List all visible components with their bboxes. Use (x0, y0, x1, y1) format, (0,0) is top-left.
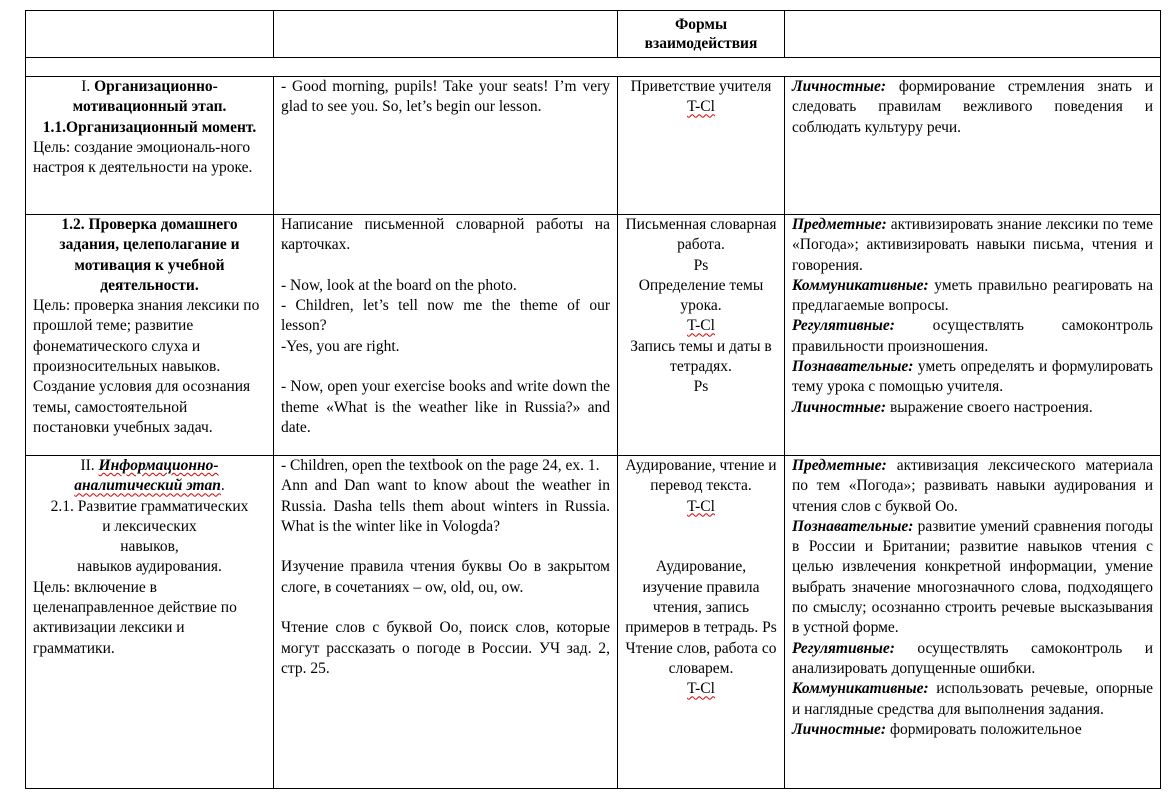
result-item (792, 357, 1153, 398)
result-label: Предметные: (792, 457, 887, 474)
result-text: осуществлять самоконтроль правильности произношения. (792, 317, 1153, 355)
result-text: активизация лексического материала по тем «Погода»; развивать навыки аудирования и чтения слов с буквой Oo. (792, 457, 1153, 515)
result-text: уметь определять и формулировать тему урока с помощью учителя. (792, 358, 1154, 396)
teacher-paragraph: Чтение слов с буквой Oo, поиск слов, которые могут рассказать о погоде в России. УЧ зад. 2, стр. 25. (281, 619, 610, 677)
goal-label: Цель: (33, 578, 71, 596)
form-text: Приветствие учителя (630, 78, 772, 95)
stage-cell (26, 215, 274, 456)
teacher-paragraph: - Children, let’s tell now me the theme of our lesson? (281, 297, 610, 335)
form-text: Аудирование, чтение и перевод текста. (625, 457, 777, 495)
teacher-paragraph: Написание письменной словарной работы на карточках. (281, 216, 610, 254)
result-label: Коммуникативные: (792, 276, 929, 294)
result-label: Личностные: (792, 78, 887, 95)
stage-subtitle-line: навыков аудирования. (77, 558, 222, 576)
interaction-forms-cell (618, 215, 785, 456)
form-text: Аудирование, изучение правила чтения, запись примеров в тетрадь. Ps (625, 558, 777, 637)
interaction-forms-cell (618, 456, 785, 789)
result-label: Познавательные: (792, 358, 914, 376)
form-code: T-Cl (687, 497, 715, 515)
stage-number: II. (80, 457, 95, 474)
stage-cell (26, 456, 274, 789)
result-item (792, 679, 1153, 720)
result-text: уметь правильно реагировать на предлагаемые вопросы. (792, 276, 1153, 315)
teacher-paragraph: - Now, open your exercise books and write down the theme «What is the weather like in Russia?» and date. (281, 378, 610, 436)
table-row (26, 77, 1161, 215)
teacher-activity-cell (274, 215, 618, 456)
spacer-row (26, 58, 1161, 77)
form-code: T-Cl (687, 317, 715, 335)
header-cell-stage (26, 11, 274, 58)
teacher-paragraph: - Now, look at the board on the photo. (281, 276, 517, 294)
form-text: Чтение слов, работа со словарем. (625, 639, 777, 677)
header-forms-line1: Формы (674, 16, 728, 33)
goal-text: включение в целенаправленное действие по активизации лексики и грамматики. (33, 578, 237, 657)
result-text: формировать положительное (889, 720, 1082, 738)
header-row (26, 11, 1161, 58)
teacher-activity-cell (274, 77, 618, 215)
interaction-forms-cell (618, 77, 785, 215)
form-text: Запись темы и даты в тетрадях. (630, 337, 772, 376)
spacer-cell (26, 58, 1161, 77)
stage-title: Организационно-мотивационный этап. (72, 78, 227, 116)
result-label: Коммуникативные: (792, 680, 929, 698)
result-item (792, 316, 1153, 357)
result-item (792, 720, 1153, 740)
table-row (26, 456, 1161, 789)
result-label: Личностные: (792, 720, 887, 738)
goal-text: создание эмоциональ-ного настроя к деятельности на уроке. (33, 138, 253, 177)
teacher-text: - Good morning, pupils! Take your seats! I’m very glad to see you. So, let’s begin our lesson. (281, 78, 610, 116)
stage-subtitle: 1.1.Организационный момент. (42, 118, 257, 136)
result-label: Познавательные: (792, 517, 914, 535)
result-label: Предметные: (792, 216, 887, 233)
form-code: Ps (693, 378, 709, 396)
goal-label: Цель: (33, 138, 71, 156)
goal-label: Цель: (33, 297, 71, 315)
goal-text: проверка знания лексики по прошлой теме; развитие фонематического слуха и произносительных навыков. Создание условия для осознания темы, самостоятельной постановки учебных задач. (33, 297, 260, 436)
result-text: выражение своего настроения. (889, 398, 1093, 416)
header-forms-line2: взаимодействия (644, 35, 758, 52)
header-cell-teacher (274, 11, 618, 58)
stage-number: I. (81, 78, 91, 95)
teacher-paragraph: Ann and Dan want to know about the weather in Russia. Dasha tells them about winters in Russia. What is the winter like in Vologda? (281, 477, 610, 535)
stage-title-dot: . (220, 477, 225, 495)
result-item (792, 517, 1153, 639)
form-text: Определение темы урока. (638, 276, 764, 315)
teacher-paragraph: Изучение правила чтения буквы Oo в закрытом слоге, в сочетаниях – ow, old, ou, ow. (281, 558, 610, 596)
stage-subtitle-line: навыков, (120, 538, 179, 556)
teacher-paragraph: -Yes, you are right. (281, 337, 400, 355)
result-item (792, 215, 1153, 276)
result-item (792, 77, 1153, 138)
result-text: осуществлять самоконтроль и анализировать допущенные ошибки. (792, 639, 1154, 677)
results-cell (785, 77, 1161, 215)
result-text: формирование стремления знать и следовать правилам вежливого поведения и соблюдать культуру речи. (792, 78, 1153, 136)
results-cell (785, 215, 1161, 456)
teacher-paragraph: - Children, open the textbook on the page 24, ex. 1. (281, 457, 600, 474)
result-label: Регулятивные: (792, 317, 895, 335)
form-code: T-Cl (687, 680, 715, 698)
stage-subtitle-line: и лексических (102, 517, 197, 535)
table-row (26, 215, 1161, 456)
results-cell (785, 456, 1161, 789)
stage-title: 1.2. Проверка домашнего задания, целеполагание и мотивация к учебной деятельности. (59, 216, 240, 294)
result-label: Личностные: (792, 398, 887, 416)
stage-title: Информационно-аналитический этап (74, 457, 221, 495)
result-text: использовать речевые, опорные и наглядные средства для выполнения задания. (792, 680, 1154, 718)
result-label: Регулятивные: (792, 639, 895, 657)
result-item (792, 456, 1153, 517)
result-item (792, 398, 1153, 418)
form-code: T-Cl (687, 98, 715, 116)
result-text: активизировать знание лексики по теме «Погода»; активизировать навыки письма, чтения и говорения. (792, 216, 1154, 274)
teacher-activity-cell (274, 456, 618, 789)
form-text: Письменная словарная работа. (625, 216, 777, 254)
header-cell-results (785, 11, 1161, 58)
header-cell-forms (618, 11, 785, 58)
result-item (792, 276, 1153, 317)
result-text: развитие умений сравнения погоды в России и Британии; развитие навыков чтения с целью извлечения конкретной информации, умение выбрать значение многозначного слова, подходящего по смыслу; осознанно строить речевые высказывания в устной форме. (792, 517, 1153, 637)
stage-cell (26, 77, 274, 215)
lesson-plan-table (25, 10, 1161, 789)
stage-subtitle-line: 2.1. Развитие грамматических (50, 497, 249, 515)
form-code: Ps (693, 256, 709, 274)
result-item (792, 639, 1153, 680)
